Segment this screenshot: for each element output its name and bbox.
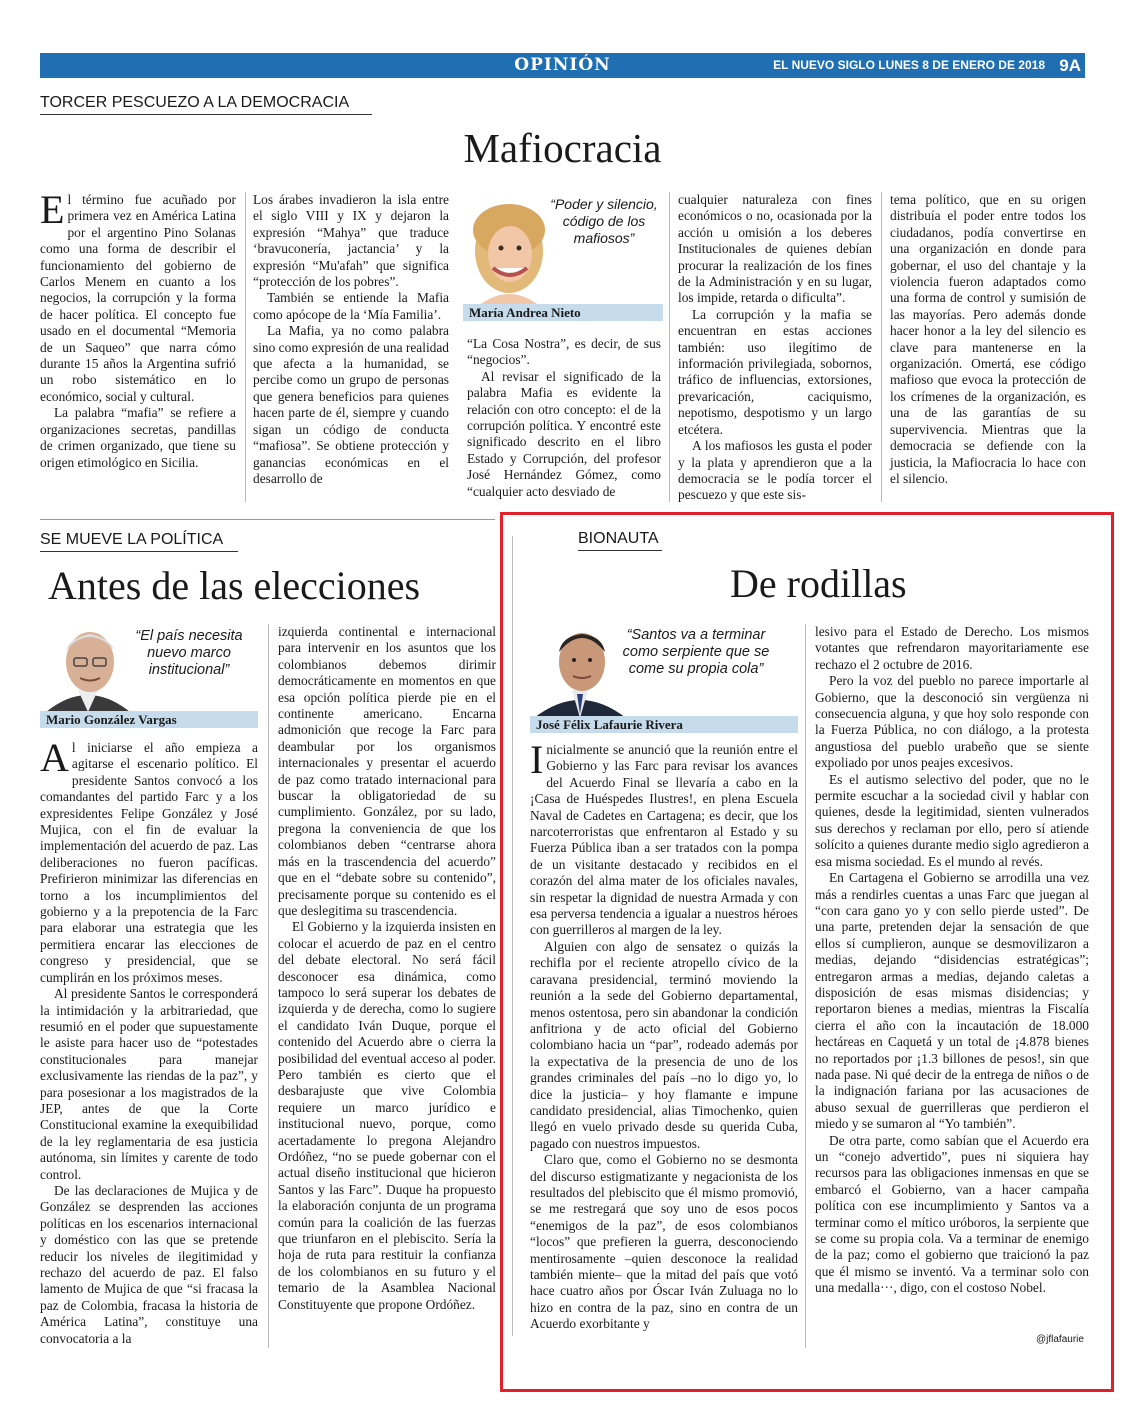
column-divider bbox=[805, 624, 806, 1348]
article2-author: Mario González Vargas bbox=[40, 711, 258, 728]
paragraph: De otra parte, como sabían que el Acuerdo era un “conejo advertido”, pues ni siquiera hay recursos para las obligaciones inmensas en que se embarcó el Gobierno, van a hacer campaña política con ese incumplimiento y Santos va a terminar como el mítico uróboros, la serpiente que se come su propia cola. Va a terminar de enemigo de la paz; como el gobierno que traicionó la paz que él mismo se inventó. Va a terminar solo con una medalla···, digo, con el costoso Nobel. bbox=[815, 1132, 1089, 1296]
section-divider bbox=[40, 519, 495, 520]
article1-kicker: TORCER PESCUEZO A LA DEMOCRACIA bbox=[40, 94, 372, 115]
paragraph: Alguien con algo de sensatez o quizás la rechifla por el reciente atropello cívico de la caravana presidencial, terminó moviendo la reunión a la sede del Gobierno departamental, menos ostentosa, pero sin abandonar la condición anfitriona y de acto oficial del Gobierno colombiano hacia un “par”, rodeado además por la expectativa de la presencia de uno de los grandes criminales del país –no lo digo yo, lo dice la justicia– y hoy flamante e impune candidato presidencial, alias Timochenko, quien llegó en vuelo privado desde su querida Cuba, pagado con nuestros impuestos. bbox=[530, 938, 798, 1151]
paragraph: El Gobierno y la izquierda insisten en colocar el acuerdo de paz en el centro del debate electoral. No será fácil desconocer esa dinámica, como tampoco lo será superar los debates de izquierda y de derecha, como lo sugiere el candidato Iván Duque, porque el contenido del Acuerdo abre o cierra la posibilidad del eventual acceso al poder. Pero también es cierto que el desbarajuste que vive Colombia requiere un marco jurídico e institucional nuevo, porque, como acertadamente lo pregona Alejandro Ordóñez, “no se puede gobernar con el actual diseño institucional que hicieron Santos y las Farc”. Duque ha propuesto la elaboración conjunta de un programa común para la coalición de las fuerzas que triunfaron en el plebiscito. Sería la hoja de ruta para restituir la confianza de los colombianos en su futuro y el temario de la Asamblea Nacional Constituyente que propone Ordóñez. bbox=[278, 919, 496, 1312]
article2-column-2 bbox=[278, 624, 496, 1313]
paragraph: Pero la voz del pueblo no parece importarle al Gobierno, que la desconoció sin vergüenza ni consecuencia alguna, y que hoy solo responde con la Fuerza Pública, no con diálogo, a la protesta angustiosa del pueblo urabeño que se siente expoliado por unos peajes excesivos. bbox=[815, 673, 1089, 771]
author-social-handle: @jflafaurie bbox=[1036, 1334, 1084, 1345]
article1-column-3 bbox=[467, 336, 661, 500]
paragraph-text: nicialmente se anunció que la reunión entre el Gobierno y las Farc para revisar los avances del Acuerdo Final se llevaría a cabo en la ¡Casa de Huéspedes Ilustres!, en plena Escuela Naval de Cadetes en Cartagena; es decir, que los narcoterroristas que enfrentaron al Estado y su Fuerza Pública iban a ser tratados con la pompa de un visitante destacado y recibidos en el corazón del alma mater de los oficiales navales, sin respetar la dignidad de nuestra Armada y con esa perversa tendencia a igualar a nuestros héroes con guerrilleros al margen de la ley. bbox=[530, 742, 798, 938]
paragraph: El término fue acuñado por primera vez en América Latina por el argentino Pino Solanas como una forma de describir el funcionamiento del gobierno de Carlos Menem en cuanto a los negocios, la corrupción y la forma de hacer política. El concepto fue usado en el documental “Memoria de un Saqueo” que narra cómo durante 15 años la Argentina sufrió un robo sistemático en lo económico, social y cultural. bbox=[40, 187, 236, 404]
page-number: 9A bbox=[1059, 56, 1081, 75]
paragraph: Al revisar el significado de la palabra Mafia es evidente la relación con otro concepto: el de la corrupción política. Y encontré este significado descrito en el libro Estado y Corrupción, del profesor José Hernández Gómez, como “cualquier acto desviado de bbox=[467, 368, 661, 499]
paragraph: “La Cosa Nostra”, es decir, de sus “negocios”. bbox=[467, 336, 661, 368]
article1-author: María Andrea Nieto bbox=[463, 304, 663, 321]
article2-title: Antes de las elecciones bbox=[48, 563, 421, 608]
paragraph: Inicialmente se anunció que la reunión entre el Gobierno y las Farc para revisar los avances del Acuerdo Final se llevaría a cabo en la ¡Casa de Huéspedes Ilustres!, en plena Escuela Naval de Cadetes en Cartagena; es decir, que los narcoterroristas que enfrentaron al Estado y su Fuerza Pública iban a ser tratados con la pompa de un visitante destacado y recibidos en el corazón del alma mater de los oficiales navales, sin respetar la dignidad de nuestra Armada y con esa perversa tendencia a igualar a nuestros héroes con guerrilleros al margen de la ley. bbox=[530, 737, 798, 938]
column-divider bbox=[268, 624, 269, 1348]
paragraph: lesivo para el Estado de Derecho. Los mismos votantes que refrendaron mayoritariamente ese rechazo el 2 octubre de 2016. bbox=[815, 624, 1089, 672]
paragraph: Es el autismo selectivo del poder, que no le permite escuchar a la sociedad civil y hablar con quienes, desde la legitimidad, sienten vulnerados sus derechos y reclaman por ello, pero sí atiende solícito a quienes durante medio siglo agredieron a esa misma sociedad. Es el mundo al revés. bbox=[815, 771, 1089, 869]
article3-author: José Félix Lafaurie Rivera bbox=[530, 716, 798, 733]
paragraph: También se entiende la Mafia como apócope de la ‘Mía Familia’. bbox=[253, 290, 449, 322]
paragraph: En Cartagena el Gobierno se arrodilla una vez más a rendirles cuentas a unas Farc que juegan al “con cara gano yo y con sello pierde usted”. De una parte, pretenden dejar la sensación de que ellos sí cumplieron, aunque se desmovilizaron a medias, dejando “disidencias estratégicas”; entregaron armas a medias, dejando caletas a disposición de esas mismas disidencias; y reportaron bienes a medias, mientras la Fiscalía cierra el año con la incautación de 18.000 hectáreas en Caquetá y un total de ¡4.878 bienes no reportados por ¡1.3 billones de pesos!, sin que nada pase. Ni qué decir de la entrega de niños o de la indignación fariana por las acusaciones de abuso sexual de guerrilleras que perdieron el miedo y se sumaron al “Yo también”. bbox=[815, 870, 1089, 1132]
paragraph-text: l término fue acuñado por primera vez en América Latina por el argentino Pino Solanas como una forma de describir el funcionamiento del gobierno de Carlos Menem en cuanto a los negocios, la corrupción y la forma de hacer política. El concepto fue usado en el documental “Memoria de un Saqueo” que narra cómo durante 15 años la Argentina sufrió un robo sistemático en lo económico, social y cultural. bbox=[40, 192, 236, 404]
section-name: OPINIÓN bbox=[514, 55, 611, 75]
article3-column-2 bbox=[815, 624, 1089, 1297]
paragraph: Los árabes invadieron la isla entre el siglo VIII y IX y dejaron la expresión “Mahya” que traduce ‘bravuconería, jactancia’ y la expresión “Mu'afah” que significa “protección de los pobres”. bbox=[253, 192, 449, 290]
paragraph: Al presidente Santos le corresponderá la intimidación y la arbitrariedad, que resumió en el poder que supuestamente le asiste para hacer uso de “potestades constitucionales para manejar exclusivamente las riendas de la paz”, y para posesionar a los magistrados de la JEP, antes de que la Corte Constitucional examine la exequibilidad de la ley reglamentaria de esa justicia autónoma, sin límites y carente de todo control. bbox=[40, 986, 258, 1182]
paragraph: La palabra “mafia” se refiere a organizaciones secretas, pandillas de crimen organizado, que tiene su origen etimológico en Sicilia. bbox=[40, 405, 236, 470]
paragraph: cualquier naturaleza con fines económicos o no, ocasionada por la acción u omisión a los deberes Institucionales de quienes debían procurar la realización de los fines de la Administración y en su lugar, los impide, retarda o dificulta”. bbox=[678, 192, 872, 306]
article3-title: De rodillas bbox=[730, 561, 907, 606]
paragraph: izquierda continental e internacional para intervenir en los asuntos que los colombianos debemos dirimir democráticamente en momentos en que esa opción política pierde pie en el continente americano. Encarna admonición que recoge la Farc para deambular por los organismos internacionales y presentar el acuerdo de paz como tratado internacional para buscar la obligatoriedad de su cumplimiento. González, por su lado, pregona la conveniencia de que los colombianos deben “centrarse ahora más en la trascendencia del acuerdo” que en el “debate sobre su contenido”, precisamente porque su contenido es el que deslegitima su trascendencia. bbox=[278, 624, 496, 918]
article2-column-1 bbox=[40, 735, 258, 1347]
paragraph: A los mafiosos les gusta el poder y la plata y aprendieron que a la democracia se le podía torcer el pescuezo y que este sis- bbox=[678, 438, 872, 503]
section-header-bar bbox=[40, 53, 1085, 78]
article2-kicker: SE MUEVE LA POLÍTICA bbox=[40, 531, 238, 552]
article1-column-5 bbox=[890, 192, 1086, 487]
column-divider bbox=[669, 192, 670, 502]
paragraph: La corrupción y la mafia se encuentran en estas acciones también: uso ilegítimo de información privilegiada, sobornos, tráfico de influencias, extorsiones, prevaricación, caciquismo, nepotismo, despotismo y un largo etcétera. bbox=[678, 306, 872, 437]
article1-column-2 bbox=[253, 192, 449, 487]
article1-column-4 bbox=[678, 192, 872, 504]
paragraph: tema político, que en su origen distribuía el poder entre todos los ciudadanos, podía convertirse en una organización en donde para gobernar, el uso del chantaje y la violencia fueron adaptados como una forma de control y sumisión de las mayorías. Pero además donde hacer honor a la ley del silencio es clave para mantenerse en la organización. Omertá, ese código mafioso que evoca la protección de los crímenes de la organización, es una de las garantías de su supervivencia. Mientras que la democracia se defiende con la justicia, la Mafiocracia lo hace con el silencio. bbox=[890, 192, 1086, 486]
paragraph: Al iniciarse el año empieza a agitarse el escenario político. El presidente Santos convocó a los comandantes del partido Farc y a los expresidentes Felipe González y José Mujica, con el fin de evaluar la implementación del acuerdo de paz. Las deliberaciones no fueron pacíficas. Prefirieron minimizar las diferencias en torno a los incumplimientos del gobierno y a la prepotencia de la Farc para elaborar una estrategia que les permitiera encarar las elecciones de congreso y presidencial, que se cumplirán en los próximos meses. bbox=[40, 735, 258, 985]
paragraph: La Mafia, ya no como palabra sino como expresión de una realidad que afecta a la humanidad, se percibe como un grupo de personas que genera beneficios para quienes hacen parte de él, siempre y cuando sigan un código de conducta “mafiosa”. Se obtiene protección y ganancias económicas en el desarrollo de bbox=[253, 323, 449, 486]
article3-column-1 bbox=[530, 737, 798, 1333]
paragraph: Claro que, como el Gobierno no se desmonta del discurso estigmatizante y negacionista de los resultados del plebiscito que él mismo promovió, se me restregará que soy uno de esos pocos “enemigos de la paz”, de esos colombianos “locos” que prefieren la guerra, desconociendo mentirosamente –quien desconoce la realidad también miente– que la mitad del país que votó hace cuatro años por Óscar Iván Zuluaga no lo hizo en contra de la paz, sino en contra de un Acuerdo exorbitante y bbox=[530, 1152, 798, 1332]
article3-kicker: BIONAUTA bbox=[578, 530, 662, 551]
author-photo-maria-andrea-nieto bbox=[463, 196, 555, 304]
article1-title: Mafiocracia bbox=[463, 125, 662, 171]
article1-pull-quote: “Poder y silencio, código de los mafiosos” bbox=[550, 196, 658, 246]
paragraph-text: l iniciarse el año empieza a agitarse el escenario político. El presidente Santos convocó a los comandantes del partido Farc y a los expresidentes Felipe González y José Mujica, con el fin de evaluar la implementación del acuerdo de paz. Las deliberaciones no fueron pacíficas. Prefirieron minimizar las diferencias en torno a los incumplimientos del gobierno y a la prepotencia de la Farc para elaborar una estrategia que les permitiera encarar las elecciones de congreso y presidencial, que se cumplirán en los próximos meses. bbox=[40, 740, 258, 985]
column-divider bbox=[245, 192, 246, 502]
column-divider bbox=[512, 536, 513, 1336]
article2-pull-quote: “El país necesita nuevo marco institucional” bbox=[135, 628, 243, 678]
masthead-date: EL NUEVO SIGLO LUNES 8 DE ENERO DE 2018 bbox=[773, 58, 1045, 72]
paragraph: De las declaraciones de Mujica y de González se desprenden las acciones políticas en los escenarios internacional y doméstico con las que se pretende reducir los niveles de ilegitimidad y rechazo del acuerdo de paz. El falso lamento de Mujica de que “si fracasa la paz de Colombia, fracasa la historia de América Latina”, constituye una convocatoria a la bbox=[40, 1182, 258, 1346]
column-divider bbox=[881, 192, 882, 502]
article1-column-1 bbox=[40, 187, 236, 471]
article3-pull-quote: “Santos va a terminar como serpiente que se come su propia cola” bbox=[622, 627, 770, 677]
